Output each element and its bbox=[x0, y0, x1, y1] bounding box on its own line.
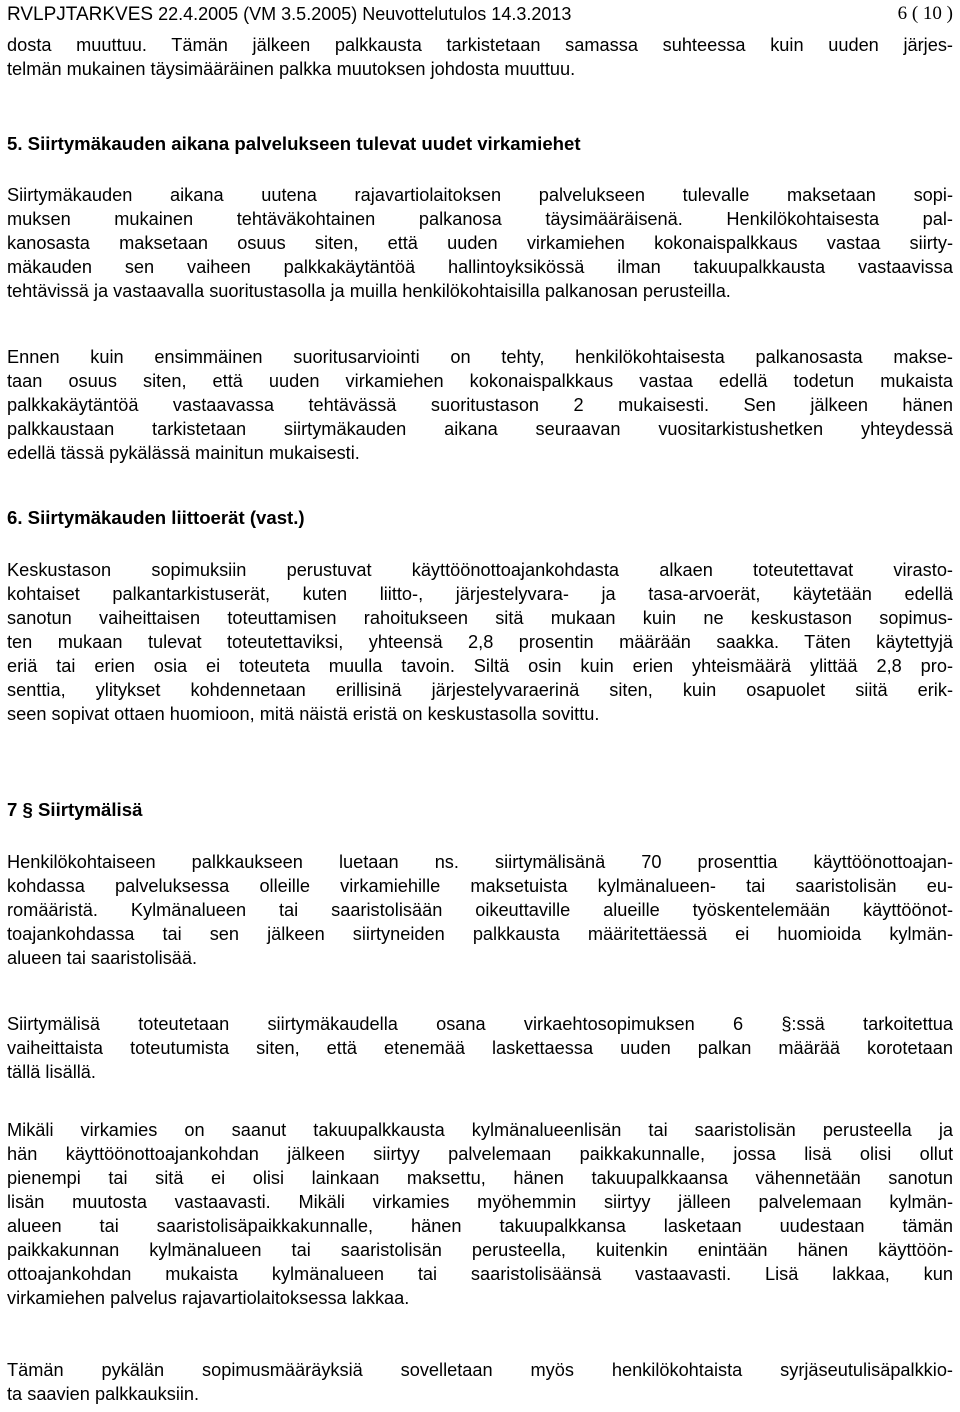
section-7-heading bbox=[7, 798, 953, 822]
text-line: Ennen kuin ensimmäinen suoritusarviointi on tehty, henkilökohtaisesta palkanosasta makse- bbox=[7, 347, 953, 367]
text-line: palkkaustaan tarkistetaan siirtymäkauden aikana seuraavan vuositarkistushetken yhteydessä bbox=[7, 419, 953, 439]
text-line: seen sopivat ottaen huomioon, mitä näistä eristä on keskustasolla sovittu. bbox=[7, 704, 600, 724]
section-6-paragraph-1 bbox=[7, 558, 953, 726]
header-org: RVLPJTARKVES bbox=[7, 4, 154, 25]
text-line: ten mukaan tulevat toteutettaviksi, yhteensä 2,8 prosentin määrään saakka. Täten käytettyjä bbox=[7, 632, 953, 652]
text-line: alueen tai saaristolisää. bbox=[7, 948, 198, 968]
header-doc-ref: 22.4.2005 (VM 3.5.2005) Neuvottelutulos 14.3.2013 bbox=[158, 4, 572, 24]
section-7-paragraph-2 bbox=[7, 1012, 953, 1084]
text-line: muksen mukainen tehtäväkohtainen palkanosa täysimääräisenä. Henkilökohtaisesta pal- bbox=[7, 209, 953, 229]
text-line: romääristä. Kylmänalueen tai saaristolisään oikeuttaville alueille työskentelemään käyttöönot- bbox=[7, 900, 953, 920]
text-line: Henkilökohtaiseen palkkaukseen luetaan ns. siirtymälisänä 70 prosenttia käyttöönottoajan- bbox=[7, 852, 953, 872]
section-5-paragraph-1 bbox=[7, 183, 953, 303]
section-5-paragraph-2 bbox=[7, 345, 953, 465]
section-heading-text: 6. Siirtymäkauden liittoerät (vast.) bbox=[7, 507, 305, 528]
section-7-paragraph-3 bbox=[7, 1118, 953, 1310]
text-line: kanosasta maksetaan osuus siten, että uuden virkamiehen kokonaispalkkaus vastaa siirty- bbox=[7, 233, 953, 253]
section-heading-text: 7 § Siirtymälisä bbox=[7, 799, 143, 820]
text-line: vaiheittaista toteutumista siten, että etenemää laskettaessa uuden palkan määrää korotetaan bbox=[7, 1038, 953, 1058]
page-header bbox=[7, 2, 953, 28]
text-line: edellä tässä pykälässä mainitun mukaisesti. bbox=[7, 443, 360, 463]
text-line: palkkakäytäntöä vastaavassa tehtävässä suoritustason 2 mukaisesti. Sen jälkeen hänen bbox=[7, 395, 953, 415]
text-line: tällä lisällä. bbox=[7, 1062, 96, 1082]
text-line: dosta muuttuu. Tämän jälkeen palkkausta tarkistetaan samassa suhteessa kuin uuden järjes- bbox=[7, 35, 953, 55]
text-line: lisän muutosta vastaavasti. Mikäli virkamies myöhemmin siirtyy jälleen palvelemaan kylmän- bbox=[7, 1192, 953, 1212]
section-7-paragraph-4 bbox=[7, 1358, 953, 1406]
text-line: alueen tai saaristolisäpaikkakunnalle, hänen takuupalkkansa lasketaan uudestaan tämän bbox=[7, 1216, 953, 1236]
section-7-paragraph-1 bbox=[7, 850, 953, 970]
intro-paragraph bbox=[7, 33, 953, 81]
text-line: hän käyttöönottoajankohdan jälkeen siirtyy palvelemaan paikkakunnalle, jossa lisä olisi ollut bbox=[7, 1144, 953, 1164]
text-line: kohdassa palveluksessa olleille virkamiehille maksetuista kylmänalueen- tai saaristolisän eu- bbox=[7, 876, 953, 896]
text-line: senttia, ylitykset kohdennetaan erillisinä järjestelyvaraerinä siten, kuin osapuolet siitä erik- bbox=[7, 680, 953, 700]
text-line: Mikäli virkamies on saanut takuupalkkausta kylmänalueenlisän tai saaristolisän perusteella ja bbox=[7, 1120, 953, 1140]
text-line: ottoajankohdan mukaista kylmänalueen tai saaristolisäänsä vastaavasti. Lisä lakkaa, kun bbox=[7, 1264, 953, 1284]
page-number: 6 ( 10 ) bbox=[897, 3, 953, 24]
text-line: telmän mukainen täysimääräinen palkka muutoksen johdosta muuttuu. bbox=[7, 59, 576, 79]
text-line: Siirtymäkauden aikana uutena rajavartiolaitoksen palvelukseen tulevalle maksetaan sopi- bbox=[7, 185, 953, 205]
text-line: Tämän pykälän sopimusmääräyksiä sovelletaan myös henkilökohtaista syrjäseutulisäpalkkio- bbox=[7, 1360, 953, 1380]
text-line: tehtävissä ja vastaavalla suoritustasolla ja muilla henkilökohtaisilla palkanosan perusteilla. bbox=[7, 281, 731, 301]
text-line: kohtaiset palkantarkistuserät, kuten liitto-, järjestelyvara- ja tasa-arvoerät, käytetään edellä bbox=[7, 584, 953, 604]
text-line: pienempi tai sitä ei olisi lainkaan maksettu, hänen takuupalkkaansa vähennetään sanotun bbox=[7, 1168, 953, 1188]
section-heading-text: 5. Siirtymäkauden aikana palvelukseen tulevat uudet virkamiehet bbox=[7, 133, 581, 154]
text-line: ta saavien palkkauksiin. bbox=[7, 1384, 200, 1404]
text-line: Siirtymälisä toteutetaan siirtymäkaudella osana virkaehtosopimuksen 6 §:ssä tarkoitettua bbox=[7, 1014, 953, 1034]
text-line: virkamiehen palvelus rajavartiolaitoksessa lakkaa. bbox=[7, 1288, 410, 1308]
section-6-heading bbox=[7, 506, 953, 530]
text-line: paikkakunnan kylmänalueen tai saaristolisän perusteella, kuitenkin enintään hänen käyttöön- bbox=[7, 1240, 953, 1260]
text-line: taan osuus siten, että uuden virkamiehen kokonaispalkkaus vastaa edellä todetun mukaista bbox=[7, 371, 953, 391]
text-line: eriä tai erien osia ei toteuteta muulla tavoin. Siltä osin kuin erien yhteismäärä ylittää 2,8 pro- bbox=[7, 656, 953, 676]
text-line: mäkauden sen vaiheen palkkakäytäntöä hallintoyksikössä ilman takuupalkkausta vastaavissa bbox=[7, 257, 953, 277]
text-line: Keskustason sopimuksiin perustuvat käyttöönottoajankohdasta alkaen toteutettavat virasto- bbox=[7, 560, 953, 580]
header-reference bbox=[7, 2, 571, 27]
text-line: toajankohdassa tai sen jälkeen siirtyneiden palkkausta määritettäessä ei huomioida kylmän- bbox=[7, 924, 953, 944]
section-5-heading bbox=[7, 132, 953, 156]
text-line: sanotun vaiheittaisen toteuttamisen rahoitukseen sitä mukaan kuin ne keskustason sopimus- bbox=[7, 608, 953, 628]
